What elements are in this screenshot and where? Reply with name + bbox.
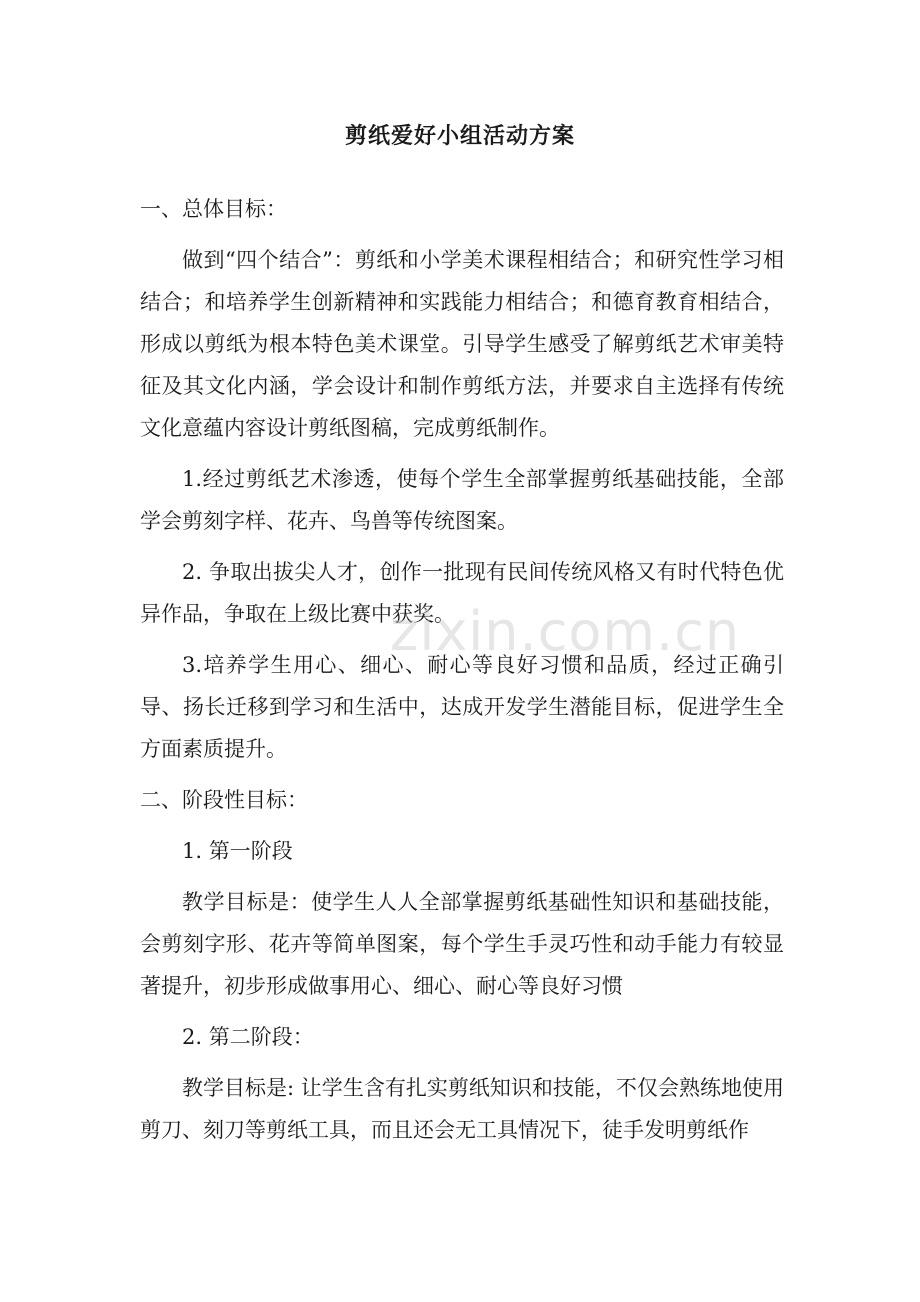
paragraph: 做到“四个结合”：剪纸和小学美术课程相结合；和研究性学习相结合；和培养学生创新精神和实践能力相结合；和德育教育相结合，形成以剪纸为根本特色美术课堂。引导学生感受了解剪纸艺术审美特征及其文化内涵，学会设计和制作剪纸方法，并要求自主选择有传统文化意蕴内容设计剪纸图稿，完成剪纸制作。 xyxy=(140,248,784,440)
document-body xyxy=(140,188,784,1160)
paragraph: 1. 第一阶段 xyxy=(182,839,293,863)
paragraph: 教学目标是：使学生人人全部掌握剪纸基础性知识和基础技能，会剪刻字形、花卉等简单图案，每个学生手灵巧性和动手能力有较显著提升，初步形成做事用心、细心、耐心等良好习惯 xyxy=(140,890,784,998)
paragraph: 3.培养学生用心、细心、耐心等良好习惯和品质，经过正确引导、扬长迁移到学习和生活中，达成开发学生潜能目标，促进学生全方面素质提升。 xyxy=(140,653,784,761)
section-heading-stage-goals: 二、阶段性目标： xyxy=(140,788,308,812)
paragraph: 教学目标是: 让学生含有扎实剪纸知识和技能，不仅会熟练地使用剪刀、刻刀等剪纸工具，而且还会无工具情况下，徒手发明剪纸作 xyxy=(140,1076,784,1142)
paragraph: 2. 争取出拔尖人才，创作一批现有民间传统风格又有时代特色优异作品，争取在上级比赛中获奖。 xyxy=(140,560,784,626)
paragraph: 2. 第二阶段： xyxy=(182,1025,314,1049)
paragraph: 1.经过剪纸艺术渗透，使每个学生全部掌握剪纸基础技能，全部学会剪刻字样、花卉、鸟兽等传统图案。 xyxy=(140,467,784,533)
watermark: zixin.com.cn xyxy=(390,600,741,663)
section-heading-overall-goals: 一、总体目标： xyxy=(140,197,287,221)
document-title: 剪纸爱好小组活动方案 xyxy=(344,123,575,149)
